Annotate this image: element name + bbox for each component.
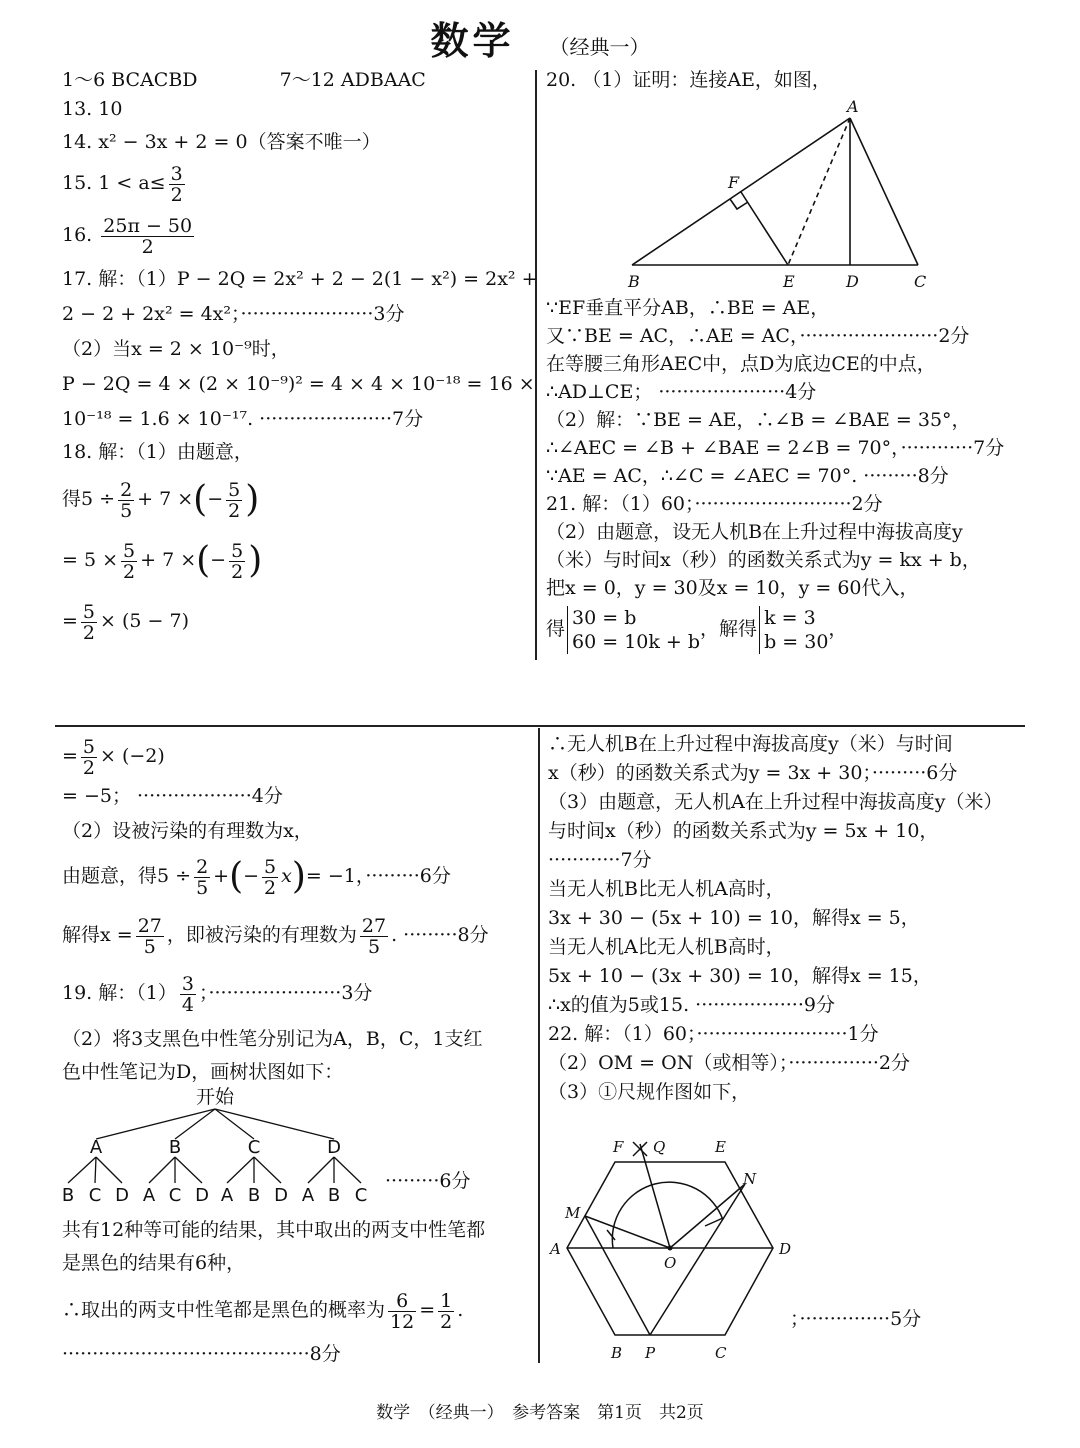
expr-text: + 7 × — [140, 549, 197, 571]
tree-leaf: D — [195, 1185, 209, 1206]
tree-node-l1: A — [89, 1137, 103, 1158]
page-subtitle: （经典一） — [549, 35, 650, 59]
denominator: 2 — [82, 621, 96, 644]
expr-text: = −1，·········6分 — [305, 865, 451, 887]
bisector-line — [640, 1144, 670, 1248]
label-E: E — [715, 1138, 726, 1156]
answer-19-line-6 — [62, 1284, 532, 1336]
choice-answers-2: 7～12 ADBAAC — [279, 69, 426, 91]
column-divider-top — [535, 70, 537, 660]
right-top-column-cont — [546, 294, 1026, 654]
denominator: 5 — [120, 499, 133, 522]
fraction — [136, 916, 164, 957]
tree-edge — [149, 1157, 175, 1183]
answer-20-line-3: 又∵BE = AC，∴AE = AC，·······················2分 — [546, 325, 970, 347]
label-P: P — [645, 1344, 656, 1362]
label-E: E — [783, 272, 795, 291]
answer-22-score — [790, 1305, 1010, 1334]
answer-19-line-2: （2）将3支黑色中性笔分别记为A，B，C，1支红 — [62, 1028, 483, 1050]
fraction — [81, 602, 97, 643]
tree-edge — [95, 1157, 96, 1183]
segment-EF — [741, 192, 788, 265]
answer-18-line-6: = −5； ···················4分 — [62, 785, 283, 807]
numerator: 2 — [196, 855, 209, 878]
label-B: B — [611, 1344, 623, 1362]
equation: b = 30 — [764, 631, 829, 653]
answer-19-line-1 — [62, 967, 532, 1019]
segment-NO — [670, 1184, 745, 1248]
answer-21-line-12: 3x + 30 − (5x + 10) = 10，解得x = 5， — [548, 907, 920, 929]
answer-18-line-4 — [62, 595, 532, 647]
expr-text: ，即被污染的有理数为 — [166, 924, 357, 946]
denominator: 5 — [367, 935, 381, 958]
tree-edge — [68, 1157, 96, 1183]
fraction — [229, 541, 245, 582]
numerator: 6 — [388, 1291, 416, 1312]
tree-leaf: A — [301, 1185, 315, 1206]
tree-leaf: D — [115, 1185, 129, 1206]
expr-text: = — [62, 610, 78, 632]
label-F: F — [728, 173, 740, 192]
numerator: 1 — [440, 1289, 453, 1312]
paren-open: ( — [193, 479, 208, 520]
label-O: O — [664, 1254, 677, 1272]
fraction — [101, 216, 194, 257]
fraction — [121, 541, 137, 582]
answer-22-line-3: （3）①尺规作图如下， — [548, 1081, 751, 1103]
tree-leaf: B — [61, 1185, 75, 1206]
equation-system-1 — [567, 606, 700, 654]
tree-leaf: D — [274, 1185, 288, 1206]
answer-20-line-5: ∴AD⊥CE； ·····················4分 — [546, 381, 817, 403]
tree-leaf: C — [168, 1185, 182, 1206]
equation-system-2 — [759, 606, 828, 654]
answer-21-line-14: 5x + 10 − (3x + 30) = 10，解得x = 15， — [548, 965, 932, 987]
numerator: 5 — [264, 855, 277, 878]
right-angle-mark — [730, 199, 748, 209]
tree-edge — [96, 1109, 215, 1139]
answer-20-line-1: 20. （1）证明：连接AE，如图， — [546, 69, 831, 91]
equation: 60 = 10k + b — [572, 631, 701, 653]
center-dot — [668, 1246, 673, 1251]
answer-20-line-8: ∵AE = AC，∴∠C = ∠AEC = 70°. ·········8分 — [546, 465, 949, 487]
answer-19-line-7: ·········································8分 — [62, 1343, 341, 1365]
answer-21-line-6: ∴无人机B在上升过程中海拔高度y（米）与时间 — [548, 733, 953, 755]
numerator: 27 — [361, 914, 387, 937]
tree-score: ·········6分 — [385, 1170, 471, 1192]
tree-edge — [215, 1109, 334, 1139]
expr-text: = — [62, 745, 78, 767]
choice-answers-1: 1～6 BCACBD — [62, 69, 198, 91]
answer-21-line-4: 把x = 0，y = 30及x = 10，y = 60代入， — [546, 577, 919, 599]
expr-text: ；······················3分 — [198, 982, 373, 1004]
page-title-block — [0, 10, 1080, 65]
answer-15-text: 15. 1 < a≤ — [62, 172, 166, 194]
numerator: 3 — [170, 162, 183, 185]
label-F: F — [613, 1138, 624, 1156]
page-title: 数学 — [430, 18, 515, 63]
label-Q: Q — [653, 1138, 666, 1156]
fraction — [180, 974, 196, 1015]
answer-21-line-2: （2）由题意，设无人机B在上升过程中海拔高度y — [546, 521, 963, 543]
denominator: 12 — [390, 1310, 415, 1333]
answer-18-line-5 — [62, 730, 532, 782]
denominator: 2 — [82, 756, 96, 779]
hexagon-figure — [545, 1130, 805, 1370]
answer-21-line-1: 21. 解：（1）60；··························2分 — [546, 493, 883, 515]
arc-mark — [607, 1230, 615, 1240]
tree-diagram — [60, 1085, 500, 1215]
answer-21-line-10: ············7分 — [548, 849, 652, 871]
label-M: M — [565, 1204, 581, 1222]
answer-17-line-3: （2）当x = 2 × 10⁻⁹时， — [62, 338, 290, 360]
denominator: 2 — [141, 235, 154, 258]
answer-18-line-3: = 5 × $\frac{5}{2}$ + 7 ×(− $\frac{5}{2}$ ) — [62, 539, 263, 583]
tree-node-l1: D — [327, 1137, 341, 1158]
expr-text: 得 — [546, 618, 566, 640]
segment-MP — [585, 1216, 650, 1335]
tree-leaf: B — [327, 1185, 341, 1206]
denominator: 5 — [143, 935, 156, 958]
answer-20-line-2: ∵EF垂直平分AB，∴BE = AE， — [546, 297, 830, 319]
answer-14: 14. x² − 3x + 2 = 0（答案不唯一） — [62, 131, 381, 153]
answer-21-line-5 — [546, 606, 1026, 654]
answer-20-line-6: （2）解：∵BE = AE，∴∠B = ∠BAE = 35°， — [546, 409, 971, 431]
tree-node-l1: C — [247, 1137, 261, 1158]
answer-18-line-9 — [62, 909, 532, 961]
answer-21-line-8: （3）由题意，无人机A在上升过程中海拔高度y（米） — [548, 791, 1003, 813]
answer-18-line-1: 18. 解：（1）由题意， — [62, 441, 253, 463]
expr-text: . ·········8分 — [391, 924, 489, 946]
fraction — [194, 857, 210, 898]
fraction — [360, 916, 388, 957]
tree-edge — [227, 1157, 254, 1183]
numerator: 5 — [82, 600, 96, 623]
column-divider-bottom — [538, 728, 540, 1363]
denominator: 2 — [264, 876, 277, 899]
answer-21-line-9: 与时间x（秒）的函数关系式为y = 5x + 10， — [548, 820, 939, 842]
expr-text: 19. 解：（1） — [62, 982, 177, 1004]
segment-MO — [585, 1216, 670, 1248]
answer-19-line-5: 是黑色的结果有6种， — [62, 1252, 246, 1274]
numerator: 5 — [231, 539, 244, 562]
numerator: 2 — [120, 478, 133, 501]
answer-17-line-4: P − 2Q = 4 × (2 × 10⁻⁹)² = 4 × 4 × 10⁻¹⁸ = 16 × — [62, 373, 535, 395]
answer-17-line-1: 17. 解：（1）P − 2Q = 2x² + 2 − 2(1 − x²) = 2x² + — [62, 268, 538, 290]
paren-close: ) — [245, 479, 260, 520]
answer-19-line-3: 色中性笔记为D，画树状图如下： — [62, 1061, 344, 1083]
page-footer: 数学 （经典一） 参考答案 第1页 共2页 — [376, 1403, 704, 1423]
answer-18-line-7: （2）设被污染的有理数为x， — [62, 820, 313, 842]
right-top-column — [546, 66, 1026, 95]
label-C: C — [715, 1344, 727, 1362]
paren-close: ) — [248, 540, 263, 581]
denominator: 2 — [123, 560, 136, 583]
tree-edge — [308, 1157, 334, 1183]
numerator: 27 — [137, 914, 162, 937]
denominator: 2 — [228, 499, 241, 522]
tree-edge — [175, 1157, 202, 1183]
tree-leaf: C — [88, 1185, 102, 1206]
denominator: 5 — [196, 876, 209, 899]
fraction — [81, 737, 97, 778]
denominator: 4 — [181, 993, 194, 1016]
answer-16-text: 16. — [62, 224, 99, 246]
numerator: 5 — [123, 539, 136, 562]
fraction — [438, 1291, 454, 1332]
tree-node-l1: B — [168, 1137, 182, 1158]
expr-text: = 5 × — [62, 549, 119, 571]
numerator: 3 — [181, 972, 194, 995]
answer-21-line-11: 当无人机B比无人机A高时， — [548, 878, 785, 900]
answer-16 — [62, 209, 532, 261]
triangle-figure — [620, 100, 940, 300]
label-N: N — [743, 1170, 757, 1188]
label-A: A — [550, 1240, 561, 1258]
denominator: 2 — [440, 1310, 453, 1333]
denominator: 2 — [170, 183, 183, 206]
answer-18-line-8: 由题意，得5 ÷ $\frac{2}{5}$ +(− $\frac{5}{2}$ x)= −1，·········6分 — [62, 855, 451, 899]
expr-text: 解得x = — [62, 924, 133, 946]
fraction — [388, 1291, 416, 1332]
answer-22-line-4: ；···············5分 — [790, 1308, 922, 1330]
answer-15 — [62, 157, 532, 209]
numerator: 5 — [82, 735, 96, 758]
segment-AC — [850, 118, 918, 265]
expr-text: 由题意，得5 ÷ — [62, 865, 192, 887]
answer-20-line-4: 在等腰三角形AEC中，点D为底边CE的中点， — [546, 353, 936, 375]
paren-open: ( — [229, 856, 244, 897]
paren-close: ) — [291, 856, 306, 897]
tree-edge — [254, 1157, 281, 1183]
answer-21-line-15: ∴x的值为5或15. ··················9分 — [548, 994, 835, 1016]
answer-21-line-13: 当无人机A比无人机B高时， — [548, 936, 785, 958]
tree-edge — [96, 1157, 122, 1183]
answer-17-line-2: 2 − 2 + 2x² = 4x²；······················3分 — [62, 303, 405, 325]
expr-text: = — [419, 1299, 436, 1321]
expr-text: ，解得 — [700, 618, 758, 640]
equation: 30 = b — [572, 607, 637, 629]
segment-AE-dashed — [788, 118, 850, 265]
answer-21-line-7: x（秒）的函数关系式为y = 3x + 30；·········6分 — [548, 762, 958, 784]
section-divider — [55, 725, 1025, 727]
expr-text: ， — [828, 618, 848, 640]
left-top-column — [62, 66, 538, 647]
expr-text: + — [213, 865, 230, 887]
expr-text: . — [457, 1299, 464, 1321]
answer-22-line-1: 22. 解：（1）60；·························1分 — [548, 1023, 879, 1045]
tree-leaf: A — [142, 1185, 156, 1206]
label-B: B — [628, 272, 640, 291]
answer-20-line-7: ∴∠AEC = ∠B + ∠BAE = 2∠B = 70°，············7分 — [546, 437, 1005, 459]
tree-leaf: B — [247, 1185, 261, 1206]
answer-13: 13. 10 — [62, 98, 123, 120]
fraction — [118, 480, 134, 521]
answer-17-line-5: 10⁻¹⁸ = 1.6 × 10⁻¹⁷. ······················7分 — [62, 408, 424, 430]
expr-text: + 7 × — [137, 488, 194, 510]
expr-text: × (5 − 7) — [100, 610, 189, 632]
tree-edge — [334, 1157, 361, 1183]
label-D: D — [779, 1240, 792, 1258]
numerator: 5 — [228, 478, 241, 501]
label-A: A — [847, 100, 859, 116]
tree-leaf: C — [354, 1185, 368, 1206]
answer-21-line-3: （米）与时间x（秒）的函数关系式为y = kx + b， — [546, 549, 981, 571]
answer-19-line-4: 共有12种等可能的结果，其中取出的两支中性笔都 — [62, 1219, 486, 1241]
expr-text: × (−2) — [100, 745, 165, 767]
left-bottom-column — [62, 730, 532, 1087]
expr-text: 得5 ÷ — [62, 488, 116, 510]
answer-18-line-2: 得5 ÷ $\frac{2}{5}$ + 7 ×(− $\frac{5}{2}$ ) — [62, 478, 260, 522]
label-C: C — [914, 272, 927, 291]
label-D: D — [846, 272, 859, 291]
answer-22-line-2: （2）OM = ON（或相等）；···············2分 — [548, 1052, 911, 1074]
fraction — [169, 164, 185, 205]
equation: k = 3 — [764, 607, 816, 629]
fraction — [262, 857, 278, 898]
left-bottom-column-cont — [62, 1216, 532, 1369]
segment-BA — [632, 118, 850, 265]
right-bottom-column — [548, 730, 1028, 1107]
numerator: 25π − 50 — [103, 214, 193, 237]
expr-text: ∴取出的两支中性笔都是黑色的概率为 — [62, 1299, 386, 1321]
paren-open: ( — [196, 540, 211, 581]
fraction — [226, 480, 242, 521]
tree-leaf: A — [220, 1185, 234, 1206]
denominator: 2 — [231, 560, 244, 583]
answer-line-1 — [62, 66, 532, 95]
tree-root: 开始 — [195, 1086, 235, 1108]
